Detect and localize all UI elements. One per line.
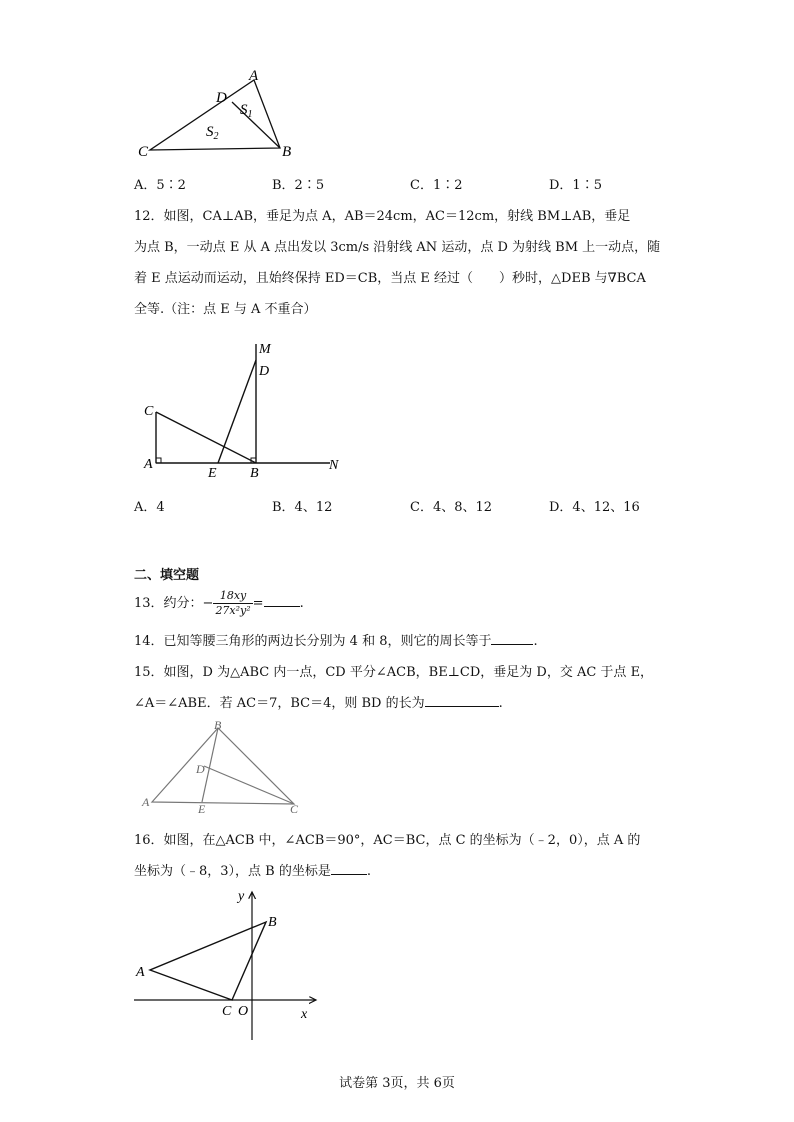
figure-q16-coordinate: [130, 884, 330, 1044]
q13-fraction: [213, 589, 252, 618]
figure-q15: [138, 718, 308, 816]
label-B: B: [268, 915, 277, 930]
q11-option-d: D．1∶5: [549, 178, 602, 193]
label-A: A: [144, 457, 153, 472]
q12-line-2: 为点 B，一动点 E 从 A 点出发以 3cm/s 沿射线 AN 运动，点 D 为射线 BM 上一动点，随: [134, 240, 661, 255]
q12-option-b: B．4、12: [272, 500, 333, 515]
q15-line-1: 15．如图，D 为△ABC 内一点，CD 平分∠ACB，BE⊥CD，垂足为 D，交 AC 于点 E，: [134, 665, 654, 680]
label-S1: $S_1$: [240, 102, 253, 120]
q13: 13．约分：− $\frac{18xy}{\text{27x²y²}}$ = .: [134, 589, 304, 617]
label-C: C: [138, 144, 149, 160]
q13-answer-blank[interactable]: [264, 594, 300, 607]
label-A: A: [136, 965, 145, 980]
q14-answer-blank[interactable]: [491, 632, 533, 645]
q12-option-a: A．4: [134, 500, 165, 515]
q16-line-2: 坐标为（﹣8，3），点 B 的坐标是: [134, 864, 331, 879]
q15-answer-blank[interactable]: [425, 694, 499, 707]
label-O: O: [238, 1004, 249, 1019]
q12-option-c: C．4、8、12: [410, 500, 493, 515]
label-M: M: [259, 342, 271, 357]
label-S2: $S_2$: [206, 124, 219, 142]
q12-line-1: 12．如图，CA⊥AB，垂足为点 A，AB＝24cm，AC＝12cm，射线 BM⊥AB，垂足: [134, 209, 631, 224]
label-N: N: [329, 458, 339, 473]
figure-q11-triangle: [130, 62, 300, 162]
q16-answer-blank[interactable]: [331, 862, 367, 875]
q13-denominator: 27x²y²: [215, 604, 251, 617]
q12-option-d: D．4、12、16: [549, 500, 640, 515]
q14-text: 14．已知等腰三角形的两边长分别为 4 和 8，则它的周长等于: [134, 634, 492, 649]
label-B: B: [250, 466, 259, 481]
label-C: C: [222, 1004, 232, 1019]
label-y: y: [238, 889, 245, 904]
q12-line-3: 着 E 点运动而运动，且始终保持 ED＝CB，当点 E 经过（ ）秒时，△DEB 与∇BCA: [134, 271, 646, 286]
label-x: x: [301, 1007, 308, 1022]
label-B: B: [282, 144, 292, 160]
q16-line-2-wrap: 坐标为（﹣8，3），点 B 的坐标是 .: [134, 864, 372, 879]
q15-line-2-wrap: ∠A＝∠ABE．若 AC＝7，BC＝4，则 BD 的长为 .: [134, 696, 503, 711]
label-E: E: [208, 466, 217, 481]
label-A: A: [249, 68, 259, 84]
q11-option-b: B．2∶5: [272, 178, 325, 193]
label-C: C: [290, 802, 299, 816]
q12-line-4: 全等.（注：点 E 与 A 不重合）: [134, 302, 317, 317]
q15-line-2: ∠A＝∠ABE．若 AC＝7，BC＝4，则 BD 的长为: [134, 696, 425, 711]
q11-option-a: A．5∶2: [134, 178, 186, 193]
figure-q12: [138, 334, 358, 484]
q13-suffix: =: [252, 596, 264, 611]
q13-prefix: 13．约分：−: [134, 596, 214, 611]
label-D: D: [259, 364, 270, 379]
label-B: B: [214, 718, 222, 732]
q16-line-1: 16．如图，在△ACB 中，∠ACB＝90°，AC＝BC，点 C 的坐标为（﹣2，0），点 A 的: [134, 833, 641, 848]
label-C: C: [144, 404, 154, 419]
label-A: A: [142, 795, 150, 809]
label-D: D: [196, 762, 205, 776]
q13-numerator: 18xy: [213, 589, 252, 604]
q11-option-c: C．1∶2: [410, 178, 463, 193]
q14: 14．已知等腰三角形的两边长分别为 4 和 8，则它的周长等于 .: [134, 634, 538, 649]
section-title: 二、填空题: [134, 568, 200, 583]
page-footer: 试卷第 3页，共 6页: [339, 1076, 455, 1091]
label-E: E: [198, 802, 206, 816]
label-D: D: [216, 90, 227, 106]
